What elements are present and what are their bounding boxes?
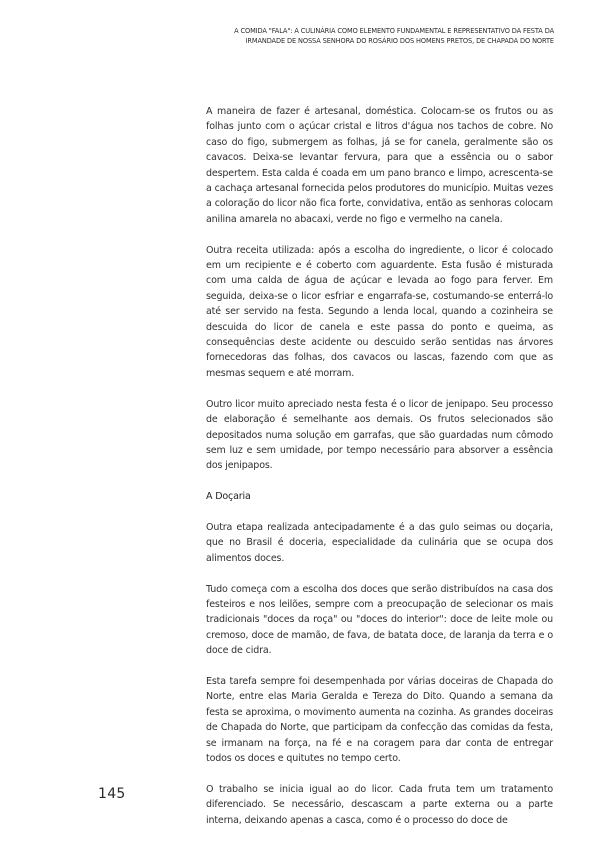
- paragraph-outra-receita: Outra receita utilizada: após a escolha do ingrediente, o licor é colocado em um recipiente e é coberto com aguardente. Esta fusão é misturada com uma calda de água de açúcar e levada ao fogo para ferver. Em seguida, deixa-se o licor esfriar e engarrafa-se, costumando-se enterrá-lo até ser servido na festa. Segundo a lenda local, quando a cozinheira se descuida do licor de canela e este passa do ponto e queima, as consequências deste acidente ou descuido serão sentidas nas árvores fornecedoras das folhas, dos cavacos ou lascas, fazendo com que as mesmas sequem e até morram.: [206, 244, 553, 379]
- paragraph-doceiras: Esta tarefa sempre foi desempenhada por várias doceiras de Chapada do Norte, entre elas Maria Geralda e Tereza do Dito. Quando a semana da festa se aproxima, o movimento aumenta na cozinha. As grandes doceiras de Chapada do Norte, que participam da confecção das comidas da festa, se irmanam na força, na fé e na coragem para dar conta de entregar todos os doces e quitutes no tempo certo.: [206, 675, 553, 764]
- paragraph-trabalho-inicia: O trabalho se inicia igual ao do licor. Cada fruta tem um tratamento diferenciado. Se necessário, descascam a parte externa ou a parte interna, deixando apenas a casca, como é o processo do doce de: [206, 783, 553, 826]
- section-heading-docaria: A Doçaria: [206, 491, 251, 503]
- body-text: [206, 104, 553, 843]
- page-number: 145: [98, 786, 126, 802]
- running-header-line-1: A COMIDA "FALA": A CULINÁRIA COMO ELEMENTO FUNDAMENTAL E REPRESENTATIVO DA FESTA DA: [234, 27, 554, 35]
- running-header-line-2: IRMANDADE DE NOSSA SENHORA DO ROSÁRIO DOS HOMENS PRETOS, DE CHAPADA DO NORTE: [245, 37, 554, 45]
- paragraph-escolha-doces: Tudo começa com a escolha dos doces que serão distribuídos na casa dos festeiros e nos leilões, sempre com a preocupação de selecionar os mais tradicionais "doces da roça" ou "doces do interior": doce de leite mole ou cremoso, doce de mamão, de fava, de batata doce, de laranja da terra e o doce de cidra.: [206, 583, 553, 657]
- running-header: [114, 26, 554, 46]
- paragraph-docaria-intro: Outra etapa realizada antecipadamente é a das gulo seimas ou doçaria, que no Brasil é doceria, especialidade da culinária que se ocupa dos alimentos doces.: [206, 521, 553, 564]
- paragraph-licor-jenipapo: Outro licor muito apreciado nesta festa é o licor de jenipapo. Seu processo de elaboração é semelhante aos demais. Os frutos selecionados são depositados numa solução em garrafas, que são guardadas num cômodo sem luz e sem umidade, por tempo necessário para absorver a essência dos jenipapos.: [206, 398, 553, 472]
- paragraph-licor-preparo: A maneira de fazer é artesanal, doméstica. Colocam-se os frutos ou as folhas junto com o açúcar cristal e litros d'água nos tachos de cobre. No caso do figo, submergem as folhas, já se for canela, geralmente são os cavacos. Deixa-se levantar fervura, para que a essência ou o sabor despertem. Esta calda é coada em um pano branco e limpo, acrescenta-se a cachaça artesanal fornecida pelos produtores do município. Muitas vezes a coloração do licor não fica forte, convidativa, então as senhoras colocam anilina amarela no abacaxi, verde no figo e vermelho na canela.: [206, 106, 553, 225]
